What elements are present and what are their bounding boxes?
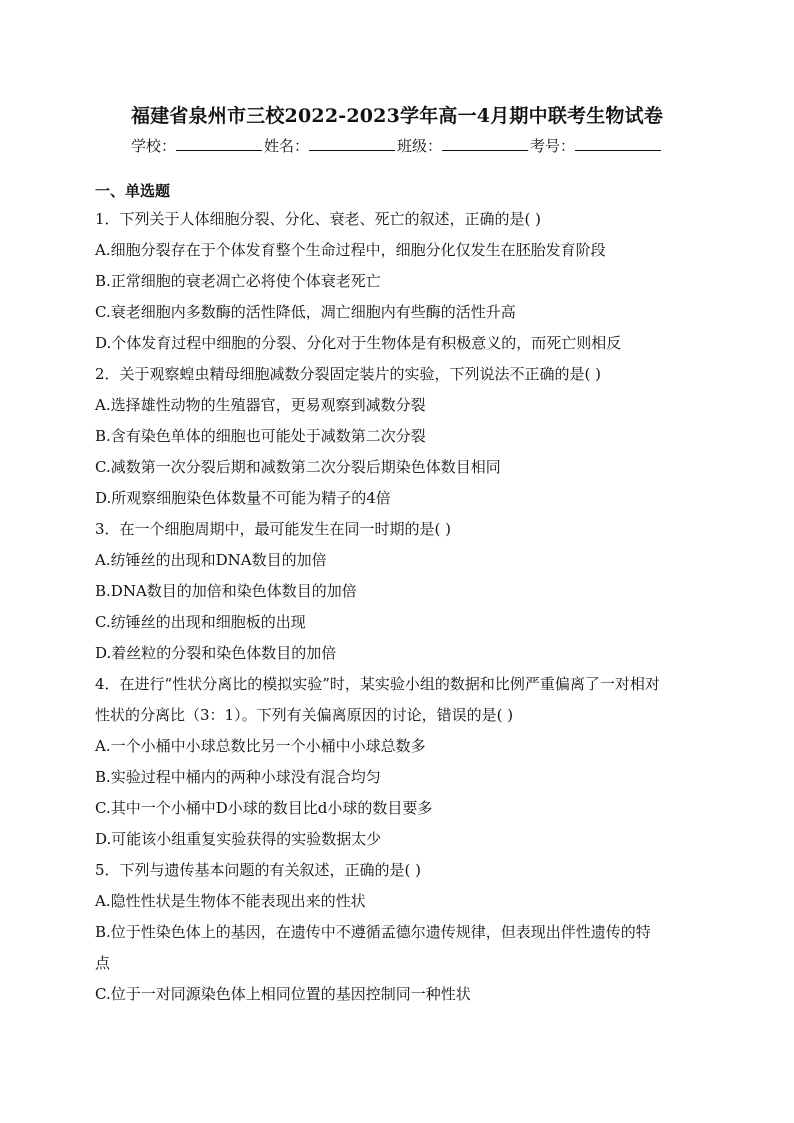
option-c: C.其中一个小桶中D小球的数目比d小球的数目要多 xyxy=(95,799,433,817)
option-b: B.含有染色单体的细胞也可能处于减数第二次分裂 xyxy=(95,427,426,445)
question-stem-line-1: 4．在进行“性状分离比的模拟实验”时，某实验小组的数据和比例严重偏离了一对相对 xyxy=(95,675,660,693)
number-field xyxy=(530,134,663,157)
exam-content xyxy=(95,178,707,1010)
option-a: A.隐性性状是生物体不能表现出来的性状 xyxy=(95,892,366,910)
question-3 xyxy=(95,514,707,669)
name-field xyxy=(264,134,397,157)
option-b-line-1: B.位于性染色体上的基因，在遗传中不遵循孟德尔遗传规律，但表现出伴性遗传的特 xyxy=(95,923,651,941)
option-b: B.正常细胞的衰老凋亡必将使个体衰老死亡 xyxy=(95,272,381,290)
class-label: 班级： xyxy=(397,137,443,155)
question-stem: 3．在一个细胞周期中，最可能发生在同一时期的是( ) xyxy=(95,520,452,538)
section-title: 一、单选题 xyxy=(95,182,171,200)
school-blank[interactable] xyxy=(176,134,262,151)
question-5 xyxy=(95,855,707,1010)
option-a: A.纺锤丝的出现和DNA数目的加倍 xyxy=(95,551,327,569)
option-b-line-2: 点 xyxy=(95,954,111,972)
option-c: C.减数第一次分裂后期和减数第二次分裂后期染色体数目相同 xyxy=(95,458,501,476)
question-2 xyxy=(95,359,707,514)
name-blank[interactable] xyxy=(309,134,395,151)
class-field xyxy=(397,134,530,157)
school-label: 学校： xyxy=(130,137,176,155)
option-a: A.细胞分裂存在于个体发育整个生命过程中，细胞分化仅发生在胚胎发育阶段 xyxy=(95,241,606,259)
number-label: 考号： xyxy=(530,137,576,155)
option-c: C.位于一对同源染色体上相同位置的基因控制同一种性状 xyxy=(95,985,471,1003)
student-info-row xyxy=(0,134,794,157)
option-d: D.可能该小组重复实验获得的实验数据太少 xyxy=(95,830,382,848)
question-stem: 5．下列与遗传基本问题的有关叙述，正确的是( ) xyxy=(95,861,422,879)
number-blank[interactable] xyxy=(575,134,661,151)
school-field xyxy=(131,134,264,157)
class-blank[interactable] xyxy=(442,134,528,151)
option-d: D.着丝粒的分裂和染色体数目的加倍 xyxy=(95,644,337,662)
question-stem: 1．下列关于人体细胞分裂、分化、衰老、死亡的叙述，正确的是( ) xyxy=(95,210,542,228)
question-stem: 2．关于观察蝗虫精母细胞减数分裂固定装片的实验，下列说法不正确的是( ) xyxy=(95,365,602,383)
question-stem-line-2: 性状的分离比（3：1）。下列有关偏离原因的讨论，错误的是( ) xyxy=(95,706,514,724)
option-d: D.所观察细胞染色体数量不可能为精子的4倍 xyxy=(95,489,391,507)
option-a: A.选择雄性动物的生殖器官，更易观察到减数分裂 xyxy=(95,396,426,414)
option-a: A.一个小桶中小球总数比另一个小桶中小球总数多 xyxy=(95,737,426,755)
option-c: C.衰老细胞内多数酶的活性降低，凋亡细胞内有些酶的活性升高 xyxy=(95,303,516,321)
option-b: B.实验过程中桶内的两种小球没有混合均匀 xyxy=(95,768,381,786)
question-1 xyxy=(95,204,707,359)
option-c: C.纺锤丝的出现和细胞板的出现 xyxy=(95,613,306,631)
option-b: B.DNA数目的加倍和染色体数目的加倍 xyxy=(95,582,357,600)
name-label: 姓名： xyxy=(263,137,309,155)
option-d: D.个体发育过程中细胞的分裂、分化对于生物体是有积极意义的，而死亡则相反 xyxy=(95,334,622,352)
question-4 xyxy=(95,669,707,855)
page-title: 福建省泉州市三校2022-2023学年高一4月期中联考生物试卷 xyxy=(130,105,664,127)
